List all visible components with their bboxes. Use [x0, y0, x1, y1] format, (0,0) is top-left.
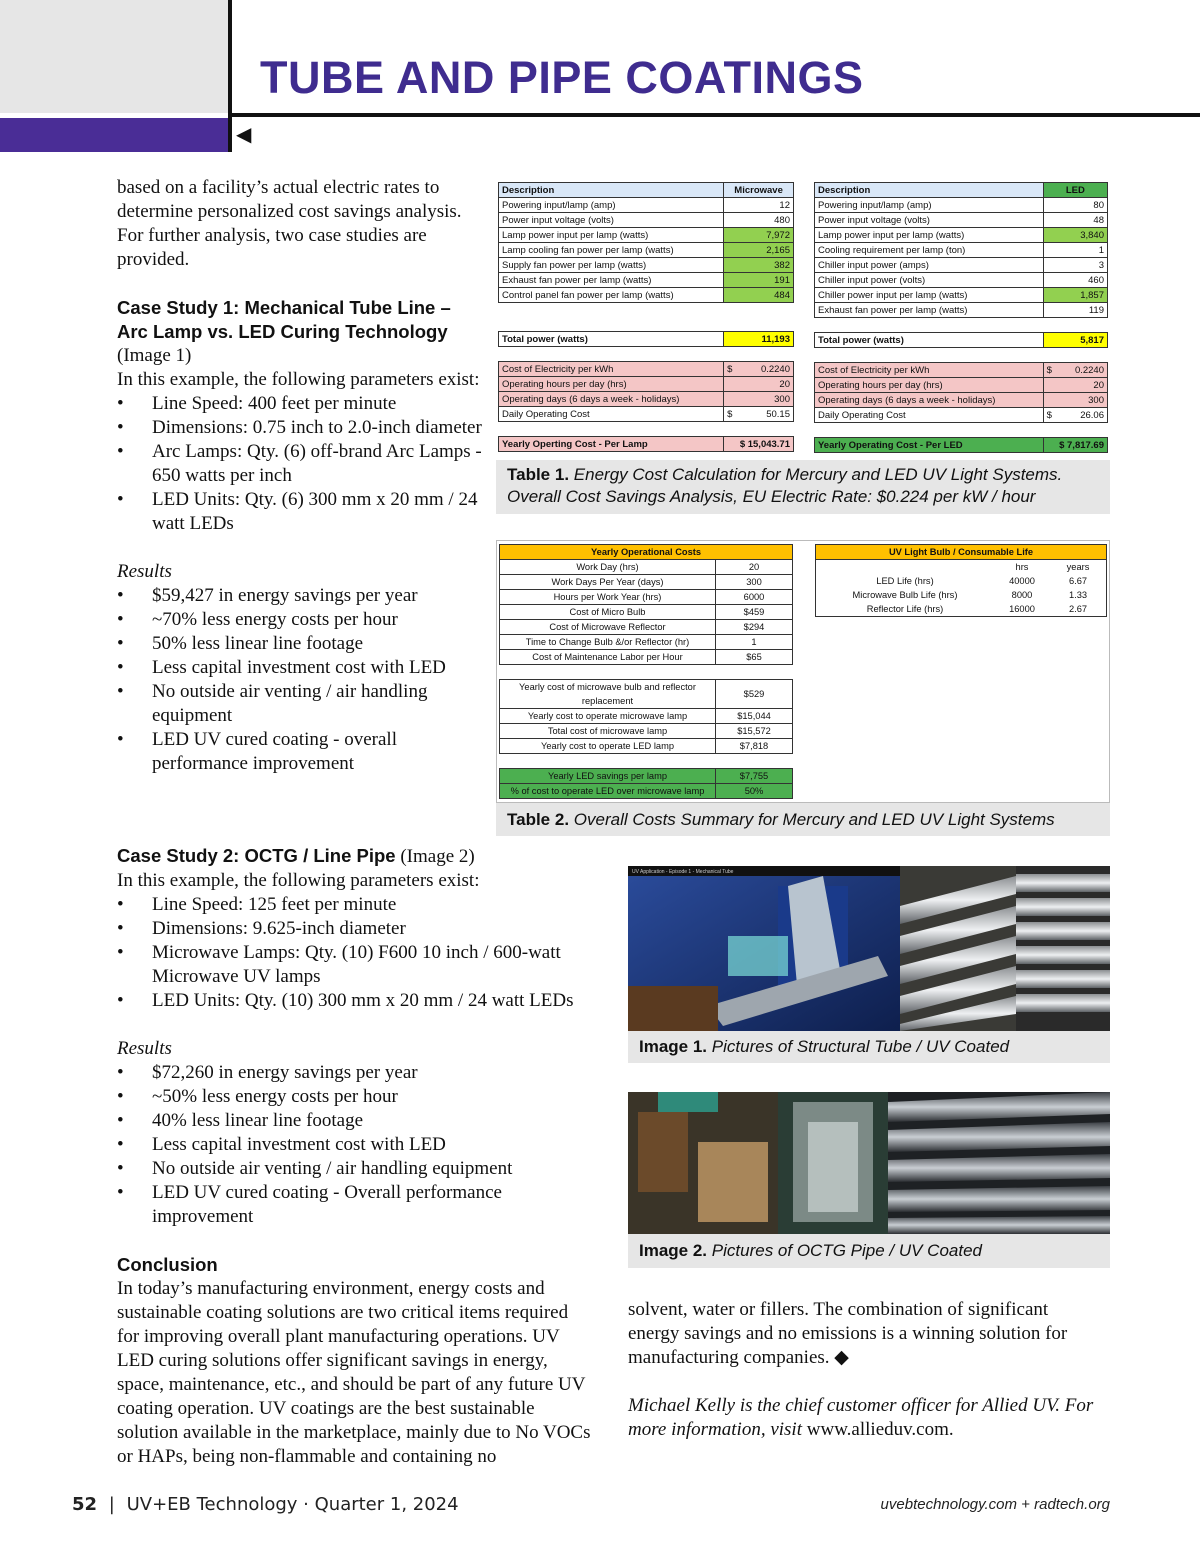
table-cell: 0.2240 — [1059, 363, 1107, 378]
table-cell: Yearly Operating Cost - Per LED — [815, 438, 1044, 453]
caption-label: Image 2. — [639, 1241, 708, 1260]
table-cell: 50% — [716, 784, 793, 799]
table-cell: Chiller power input per lamp (watts) — [815, 288, 1044, 303]
table-cell: 119 — [1043, 303, 1107, 318]
table-cell: 3 — [1043, 258, 1107, 273]
footer-left — [72, 1494, 459, 1515]
caption-label: Table 1. — [507, 465, 570, 484]
image2-photo — [628, 1092, 1110, 1234]
case1-heading: Case Study 1: Mechanical Tube Line – Arc Lamp vs. LED Curing Technology — [117, 297, 451, 342]
table-cell: Operating hours per day (hrs) — [815, 378, 1044, 393]
table-cell: $294 — [716, 620, 793, 635]
list-item: • Line Speed: 125 feet per minute — [117, 893, 607, 917]
table-cell: 48 — [1043, 213, 1107, 228]
table-cell: Microwave Bulb Life (hrs) — [816, 588, 995, 602]
table-cell: Total cost of microwave lamp — [500, 724, 716, 739]
table-header: Description — [499, 183, 724, 198]
table-cell: Hours per Work Year (hrs) — [500, 590, 716, 605]
header-horizontal-rule — [228, 113, 1200, 117]
table-cell: 1 — [716, 635, 793, 650]
table-cell: $ — [724, 362, 741, 377]
table-cell: 300 — [716, 575, 793, 590]
table-header: LED — [1043, 183, 1107, 198]
list-item: • Arc Lamps: Qty. (6) off-brand Arc Lamps - 650 watts per inch — [117, 440, 482, 488]
table-cell: 8000 — [1011, 590, 1033, 600]
list-item: • $59,427 in energy savings per year — [117, 584, 482, 608]
table-cell: 26.06 — [1059, 408, 1107, 423]
caption-text: Pictures of Structural Tube / UV Coated — [711, 1037, 1010, 1056]
list-item: • 50% less linear line footage — [117, 632, 482, 656]
list-item: • Less capital investment cost with LED — [117, 1133, 557, 1157]
table-cell: Yearly LED savings per lamp — [500, 769, 716, 784]
table-cell: 1.33 — [1050, 588, 1107, 602]
image1-photo — [628, 866, 1110, 1031]
case2-results-list — [117, 1061, 557, 1229]
table-cell — [724, 392, 741, 407]
conclusion-continued-text: solvent, water or fillers. The combination of significant energy savings and no emissions is a winning solution for manufacturing companies. — [628, 1299, 1068, 1368]
list-item: • LED Units: Qty. (10) 300 mm x 20 mm / 24 watt LEDs — [117, 989, 607, 1013]
table-cell: $ — [724, 407, 741, 422]
table-cell: LED Life (hrs) — [816, 574, 995, 588]
table-cell: Lamp cooling fan power per lamp (watts) — [499, 243, 724, 258]
conclusion-heading: Conclusion — [117, 1254, 218, 1275]
table-cell: 2,165 — [724, 243, 794, 258]
list-item: • LED UV cured coating - overall performance improvement — [117, 728, 482, 776]
table-cell: 6000 — [716, 590, 793, 605]
table1-caption — [496, 460, 1110, 514]
table-cell: Chiller input power (amps) — [815, 258, 1044, 273]
website-link[interactable]: www.allieduv.com. — [806, 1419, 954, 1440]
table2-life — [815, 544, 1107, 617]
table-cell: 382 — [724, 258, 794, 273]
table-cell: 6.67 — [1050, 574, 1107, 588]
table-cell: Operating days (6 days a week - holidays) — [499, 392, 724, 407]
table-cell: 40000 — [1009, 576, 1035, 586]
conclusion-continued — [628, 1298, 1098, 1370]
end-diamond-icon: ◆ — [834, 1347, 849, 1368]
table-cell: $15,572 — [716, 724, 793, 739]
table-cell: Daily Operating Cost — [815, 408, 1044, 423]
table-cell — [724, 377, 741, 392]
table1-image — [496, 180, 1110, 460]
caption-text: Overall Costs Summary for Mercury and LED UV Light Systems — [573, 810, 1055, 829]
table-cell — [1043, 393, 1059, 408]
table-cell — [1043, 378, 1059, 393]
table-cell: Reflector Life (hrs) — [816, 602, 995, 617]
list-item: • Less capital investment cost with LED — [117, 656, 482, 680]
table-cell: Control panel fan power per lamp (watts) — [499, 288, 724, 303]
table-cell: 300 — [741, 392, 793, 407]
table-cell: 16000 — [994, 602, 1050, 617]
table-cell: Power input voltage (volts) — [499, 213, 724, 228]
list-item: • No outside air venting / air handling equipment — [117, 1157, 557, 1181]
table-cell: 300 — [1059, 393, 1107, 408]
list-item: • ~50% less energy costs per hour — [117, 1085, 557, 1109]
list-item: • Microwave Lamps: Qty. (10) F600 10 inch / 600-watt Microwave UV lamps — [117, 941, 607, 989]
list-item: • Dimensions: 0.75 inch to 2.0-inch diameter — [117, 416, 482, 440]
table-header: Yearly Operational Costs — [500, 545, 793, 560]
list-item: • LED Units: Qty. (6) 300 mm x 20 mm / 24 watt LEDs — [117, 488, 482, 536]
image2-photo-collage — [628, 1092, 1110, 1234]
author-bio — [628, 1394, 1098, 1442]
table-cell: Yearly Operting Cost - Per Lamp — [499, 437, 724, 452]
table-cell: Supply fan power per lamp (watts) — [499, 258, 724, 273]
conclusion-paragraph: In today’s manufacturing environment, energy costs and sustainable coating solutions are two critical items required for improving overall plant manufacturing operations. UV LED curing solutions offer significant savings in energy, space, maintenance, etc., and should be part of any future UV coating operation. UV coatings are the best sustainable solution available in the marketplace, mainly due to No VOCs or HAPs, being non-flammable and containing no — [117, 1278, 591, 1467]
case2-results-label: Results — [117, 1038, 172, 1059]
table-cell: Cost of Microwave Reflector — [500, 620, 716, 635]
table-cell: Cost of Maintenance Labor per Hour — [500, 650, 716, 665]
table-cell: hrs — [1015, 562, 1029, 572]
table-cell: % of cost to operate LED over microwave lamp — [500, 784, 716, 799]
table-cell: 20 — [716, 560, 793, 575]
case1-results-label: Results — [117, 561, 172, 582]
table-cell: 0.2240 — [741, 362, 793, 377]
list-item: • ~70% less energy costs per hour — [117, 608, 482, 632]
table-cell: 50.15 — [741, 407, 793, 422]
case2-params-list — [117, 893, 607, 1013]
table-cell: 80 — [1043, 198, 1107, 213]
table-cell: 480 — [724, 213, 794, 228]
left-arrow-icon: ◀ — [236, 122, 252, 146]
case1-results-list — [117, 584, 482, 776]
image1-screen-title: UV Application - Episode 1 - Mechanical Tube — [632, 869, 734, 875]
publication-name: UV+EB Technology · Quarter 1, 2024 — [126, 1494, 459, 1515]
footer-websites[interactable]: uvebtechnology.com + radtech.org — [880, 1496, 1110, 1513]
table-cell: Exhaust fan power per lamp (watts) — [815, 303, 1044, 318]
table-cell: Exhaust fan power per lamp (watts) — [499, 273, 724, 288]
intro-paragraph: based on a facility’s actual electric rates to determine personalized cost savings analysis. For further analysis, two case studies are provided. — [117, 177, 462, 270]
table-cell: 12 — [724, 198, 794, 213]
image2-caption — [628, 1234, 1110, 1268]
table-cell: Power input voltage (volts) — [815, 213, 1044, 228]
table-cell: Yearly cost of microwave bulb and reflector replacement — [500, 680, 716, 709]
header-gray-block — [0, 0, 228, 113]
table-cell: Cost of Electricity per kWh — [499, 362, 724, 377]
table2-operational — [499, 544, 793, 799]
table-header: UV Light Bulb / Consumable Life — [816, 545, 1107, 560]
table-cell: 3,840 — [1043, 228, 1107, 243]
page-number: 52 — [72, 1494, 98, 1515]
table-cell: Lamp power input per lamp (watts) — [499, 228, 724, 243]
table-cell: 1 — [1043, 243, 1107, 258]
table-cell: Lamp power input per lamp (watts) — [815, 228, 1044, 243]
table-cell: Daily Operating Cost — [499, 407, 724, 422]
table-cell: $ — [1043, 408, 1059, 423]
table1-microwave — [498, 182, 794, 452]
case2-intro: In this example, the following parameters exist: — [117, 870, 480, 891]
table-cell: Chiller input power (volts) — [815, 273, 1044, 288]
caption-text: Pictures of OCTG Pipe / UV Coated — [711, 1241, 982, 1260]
table-cell: 7,972 — [724, 228, 794, 243]
table-cell: Total power (watts) — [499, 332, 724, 347]
table-cell: Powering input/lamp (amp) — [815, 198, 1044, 213]
table-cell: $7,818 — [716, 739, 793, 754]
table-cell: $15,044 — [716, 709, 793, 724]
case1-intro: In this example, the following parameters exist: — [117, 369, 480, 390]
table-cell: 20 — [1059, 378, 1107, 393]
table-cell: $459 — [716, 605, 793, 620]
table-cell — [816, 560, 995, 575]
table-cell: Yearly cost to operate microwave lamp — [500, 709, 716, 724]
table2-image — [496, 540, 1110, 803]
page-title: TUBE AND PIPE COATINGS — [260, 52, 864, 103]
case1-image-ref: (Image 1) — [117, 345, 192, 366]
table-cell: $7,755 — [716, 769, 793, 784]
table-cell: Cooling requirement per lamp (ton) — [815, 243, 1044, 258]
table-cell: $65 — [716, 650, 793, 665]
table-cell: 1,857 — [1043, 288, 1107, 303]
table-cell: Yearly cost to operate LED lamp — [500, 739, 716, 754]
table-cell: 484 — [724, 288, 794, 303]
table-cell: Operating days (6 days a week - holidays) — [815, 393, 1044, 408]
right-column-bottom — [628, 1298, 1098, 1442]
list-item: • Dimensions: 9.625-inch diameter — [117, 917, 607, 941]
table-header: Description — [815, 183, 1044, 198]
table-cell: 11,193 — [724, 332, 794, 347]
list-item: • 40% less linear line footage — [117, 1109, 557, 1133]
header-purple-bar — [0, 118, 228, 152]
table-cell: $529 — [716, 680, 793, 709]
case2-heading: Case Study 2: OCTG / Line Pipe — [117, 845, 396, 866]
table-cell: 5,817 — [1043, 333, 1107, 348]
caption-label: Image 1. — [639, 1037, 708, 1056]
table-cell: 191 — [724, 273, 794, 288]
table-cell: Total power (watts) — [815, 333, 1044, 348]
table-cell: Work Days Per Year (days) — [500, 575, 716, 590]
header-vertical-rule — [228, 0, 232, 152]
table-cell: 2.67 — [1050, 602, 1107, 617]
table-cell: $ 15,043.71 — [724, 437, 794, 452]
image1-caption — [628, 1031, 1110, 1063]
list-item: • $72,260 in energy savings per year — [117, 1061, 557, 1085]
table2-caption — [496, 803, 1110, 836]
table-header: Microwave — [724, 183, 794, 198]
table-cell: Cost of Electricity per kWh — [815, 363, 1044, 378]
left-column-top — [117, 176, 482, 776]
list-item: • Line Speed: 400 feet per minute — [117, 392, 482, 416]
table-cell: Operating hours per day (hrs) — [499, 377, 724, 392]
list-item: • No outside air venting / air handling equipment — [117, 680, 482, 728]
case1-params-list — [117, 392, 482, 536]
image1-photo-collage — [628, 866, 1110, 1031]
table-cell: $ 7,817.69 — [1043, 438, 1107, 453]
left-column-bottom — [117, 844, 607, 1469]
table1-led — [814, 182, 1108, 453]
footer-separator: | — [108, 1494, 115, 1515]
list-item: • LED UV cured coating - Overall performance improvement — [117, 1181, 557, 1229]
table-cell: Powering input/lamp (amp) — [499, 198, 724, 213]
table-cell: Work Day (hrs) — [500, 560, 716, 575]
table-cell: 460 — [1043, 273, 1107, 288]
caption-label: Table 2. — [507, 810, 570, 829]
table-cell: years — [1050, 560, 1107, 575]
table-cell: Cost of Micro Bulb — [500, 605, 716, 620]
table-cell: Time to Change Bulb &/or Reflector (hr) — [500, 635, 716, 650]
table-cell: $ — [1043, 363, 1059, 378]
table-cell: 20 — [741, 377, 793, 392]
caption-text: Energy Cost Calculation for Mercury and LED UV Light Systems. Overall Cost Savings Analysis, EU Electric Rate: $0.224 per kW / hour — [507, 465, 1063, 506]
bio-text: Michael Kelly is the chief customer officer for Allied UV. For more information, visit — [628, 1395, 1094, 1440]
case2-image-ref: (Image 2) — [395, 846, 475, 867]
